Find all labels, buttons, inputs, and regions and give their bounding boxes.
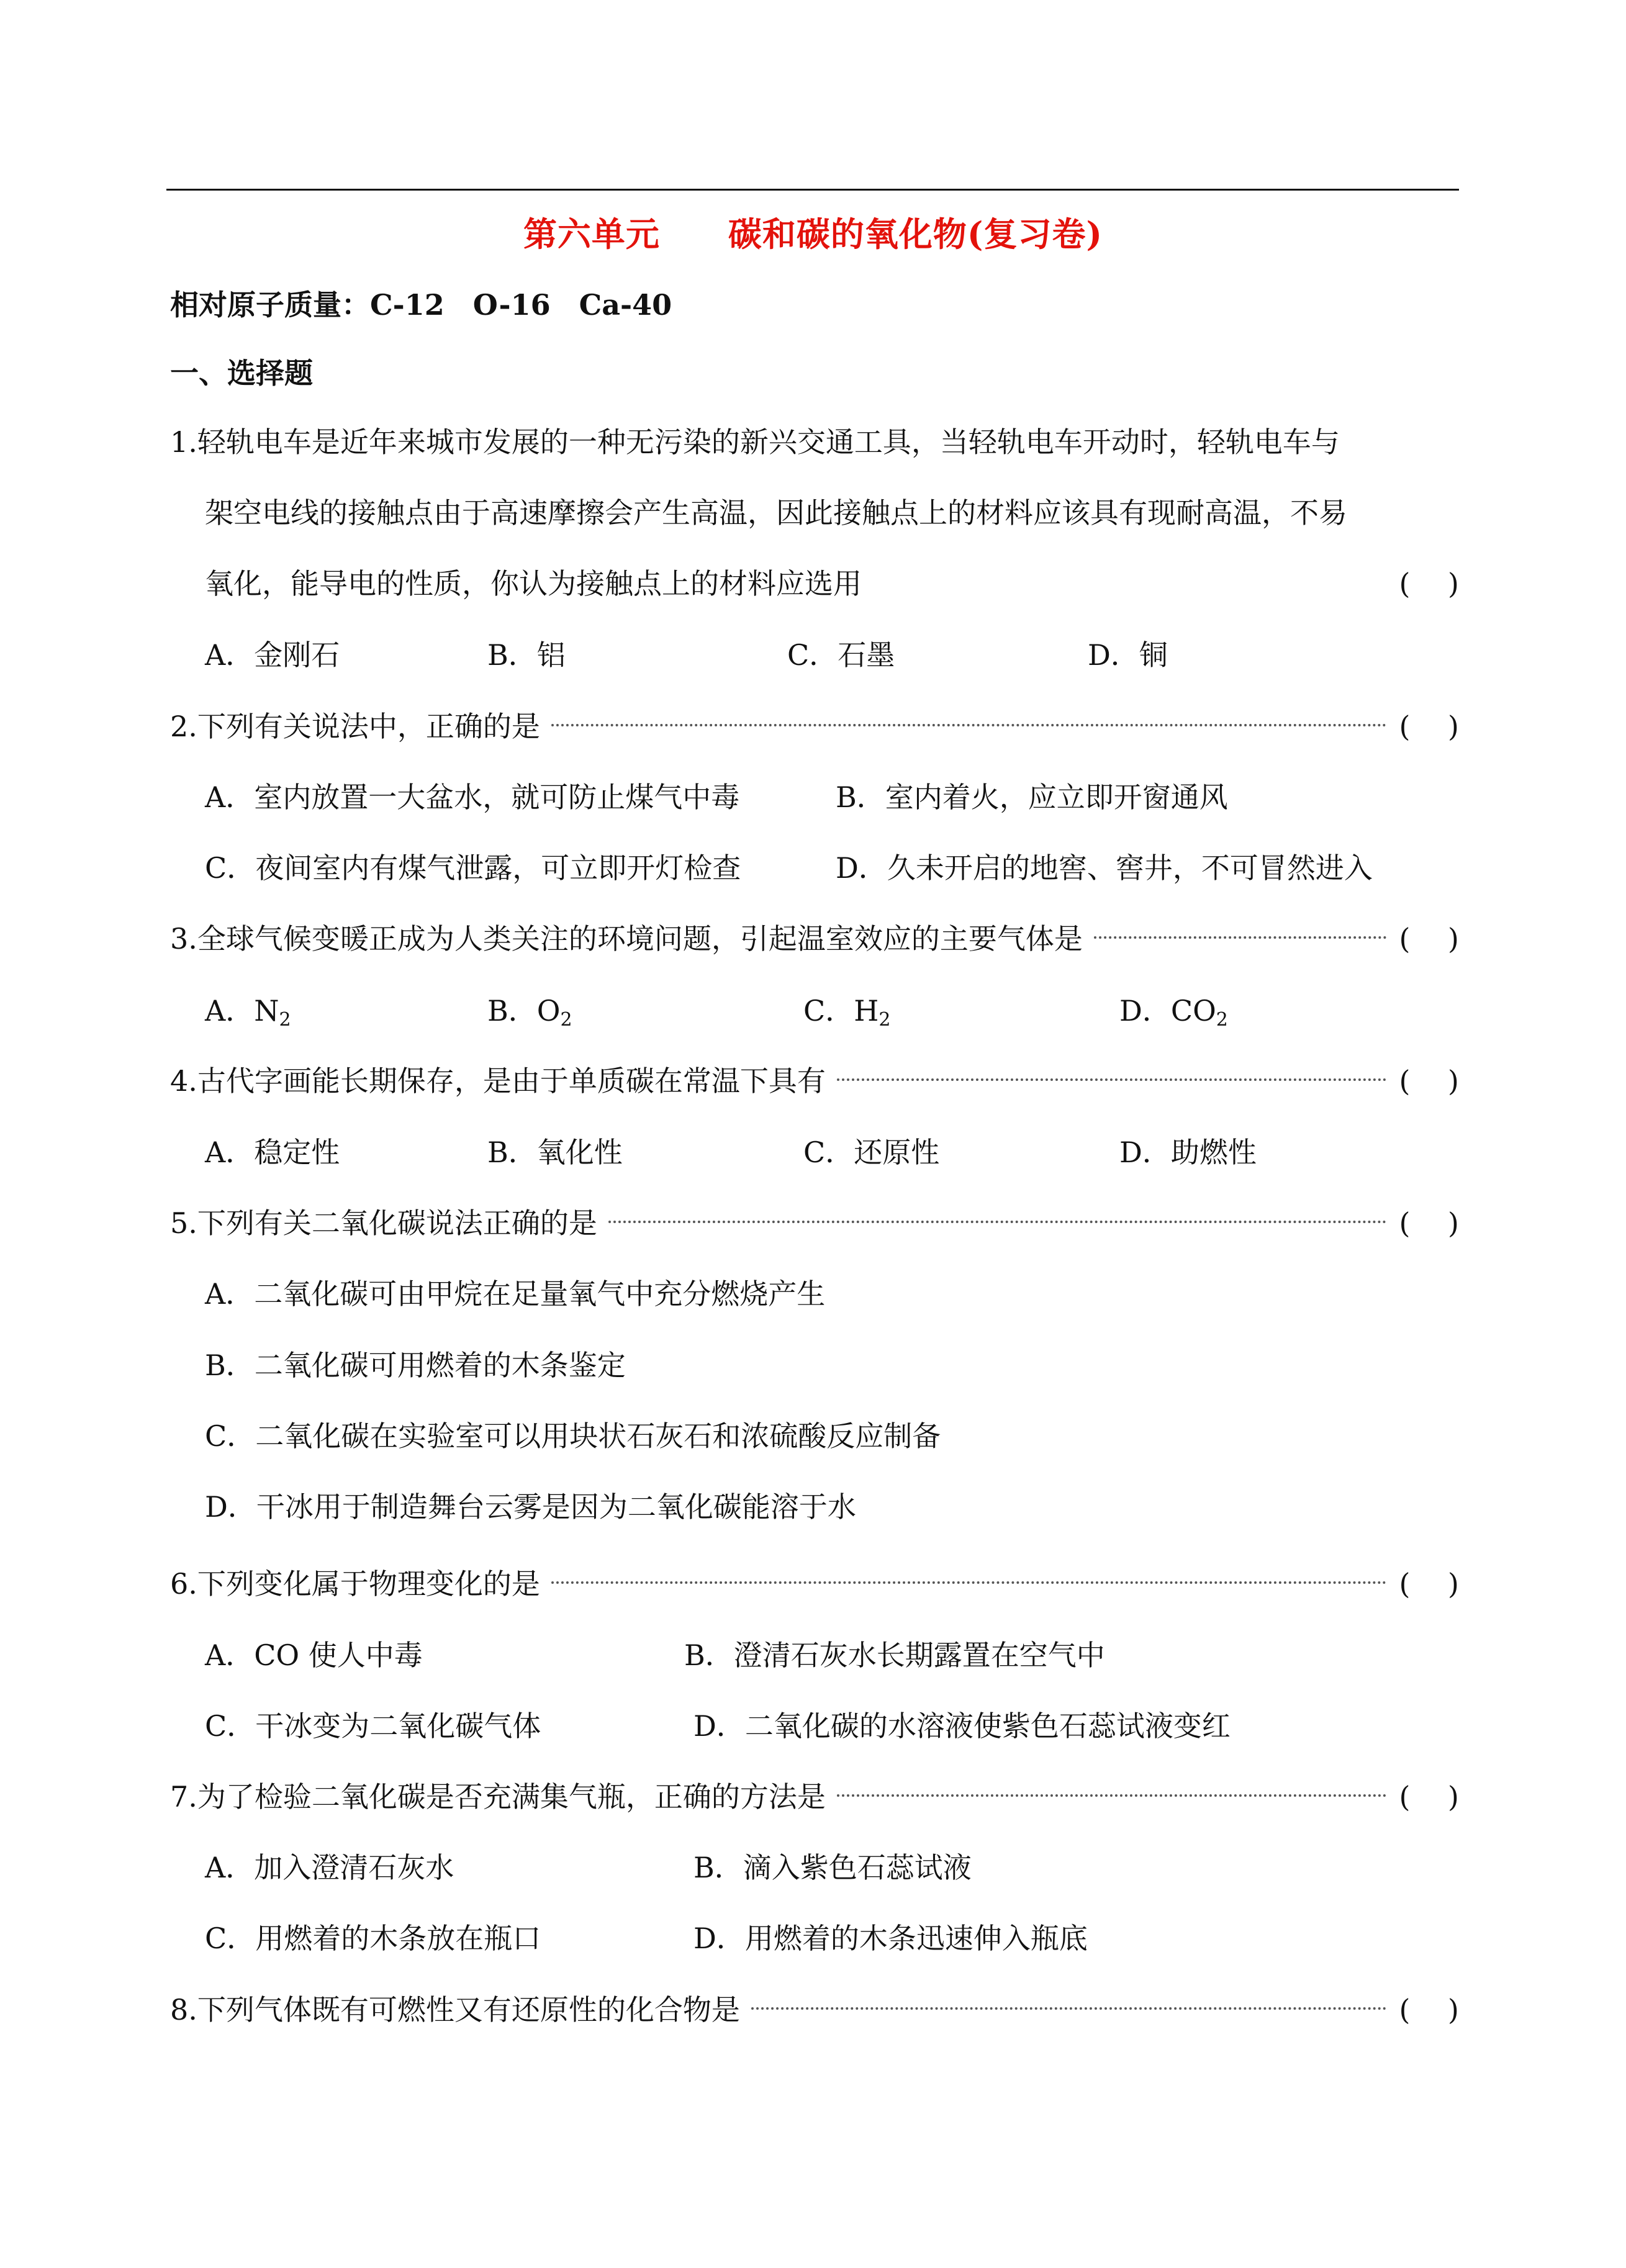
q3-answer-blank[interactable]: ( ) <box>1399 922 1459 956</box>
q7-option-b: B．滴入紫色石蕊试液 <box>693 1851 972 1884</box>
q4-stem: 4.古代字画能长期保存，是由于单质碳在常温下具有 <box>170 1064 826 1098</box>
q1-line-1: 1.轻轨电车是近年来城市发展的一种无污染的新兴交通工具，当轻轨电车开动时，轻轨电车与 <box>170 425 1340 459</box>
q7-stem-line <box>170 1774 1459 1815</box>
q8-answer-blank[interactable]: ( ) <box>1399 1993 1459 2026</box>
q6-option-b: B．澄清石灰水长期露置在空气中 <box>684 1638 1105 1672</box>
q6-option-a: A．CO 使人中毒 <box>205 1638 423 1672</box>
q5-answer-blank[interactable]: ( ) <box>1399 1206 1459 1240</box>
q1-option-c: C．石墨 <box>787 638 895 672</box>
q2-stem-line <box>170 704 1459 745</box>
q3-option-c: C．$H_2$ <box>803 994 891 1031</box>
q3-stem: 3.全球气候变暖正成为人类关注的环境问题，引起温室效应的主要气体是 <box>170 922 1083 956</box>
q3-stem-line <box>170 916 1459 957</box>
q5-option-b: B．二氧化碳可用燃着的木条鉴定 <box>205 1349 626 1382</box>
q1-option-b: B．铝 <box>487 638 566 672</box>
atomic-masses: 相对原子质量：C-12 O-16 Ca-40 <box>170 288 672 322</box>
q3-option-d: D．$CO_2$ <box>1119 994 1228 1031</box>
q4-option-d: D．助燃性 <box>1119 1136 1257 1169</box>
q4-answer-blank[interactable]: ( ) <box>1399 1064 1459 1098</box>
q2-dot-leader <box>551 724 1387 726</box>
section-heading: 一、选择题 <box>170 356 313 390</box>
page-title: 第六单元 碳和碳的氧化物(复习卷) <box>523 214 1103 254</box>
q6-dot-leader <box>551 1581 1387 1584</box>
q5-stem-line <box>170 1201 1459 1242</box>
q1-line-3-text: 氧化，能导电的性质，你认为接触点上的材料应选用 <box>205 567 862 600</box>
q4-stem-line <box>170 1059 1459 1100</box>
q5-option-c: C．二氧化碳在实验室可以用块状石灰石和浓硫酸反应制备 <box>205 1419 941 1453</box>
q5-option-a: A．二氧化碳可由甲烷在足量氧气中充分燃烧产生 <box>205 1277 826 1311</box>
q2-option-d: D．久未开启的地窖、窖井，不可冒然进入 <box>836 851 1373 885</box>
q2-option-b: B．室内着火，应立即开窗通风 <box>836 780 1228 814</box>
q6-stem-line <box>170 1561 1459 1602</box>
q7-option-d: D．用燃着的木条迅速伸入瓶底 <box>693 1922 1088 1955</box>
q4-option-a: A．稳定性 <box>205 1136 340 1169</box>
q5-dot-leader <box>608 1221 1387 1223</box>
q3-option-b: B．$O_2$ <box>487 994 572 1031</box>
q8-stem-line <box>170 1987 1459 2028</box>
q1-line-3 <box>205 561 1459 602</box>
q7-answer-blank[interactable]: ( ) <box>1399 1780 1459 1814</box>
top-rule <box>166 189 1459 191</box>
q2-option-c: C．夜间室内有煤气泄露，可立即开灯检查 <box>205 851 741 885</box>
q8-dot-leader <box>751 2007 1387 2010</box>
q1-line-2: 架空电线的接触点由于高速摩擦会产生高温，因此接触点上的材料应该具有现耐高温，不易 <box>205 496 1347 530</box>
q7-stem: 7.为了检验二氧化碳是否充满集气瓶，正确的方法是 <box>170 1780 826 1814</box>
q1-option-d: D．铜 <box>1088 638 1168 672</box>
q1-answer-blank[interactable]: ( ) <box>1399 567 1459 600</box>
q6-option-c: C．干冰变为二氧化碳气体 <box>205 1709 541 1743</box>
q2-answer-blank[interactable]: ( ) <box>1399 710 1459 743</box>
q2-stem: 2.下列有关说法中，正确的是 <box>170 710 540 743</box>
q4-option-c: C．还原性 <box>803 1136 940 1169</box>
q6-stem: 6.下列变化属于物理变化的是 <box>170 1567 540 1601</box>
q6-option-d: D．二氧化碳的水溶液使紫色石蕊试液变红 <box>693 1709 1231 1743</box>
q2-option-a: A．室内放置一大盆水，就可防止煤气中毒 <box>205 780 740 814</box>
q4-dot-leader <box>837 1078 1387 1081</box>
q5-option-d: D．干冰用于制造舞台云雾是因为二氧化碳能溶于水 <box>205 1490 856 1524</box>
q1-option-a: A．金刚石 <box>205 638 340 672</box>
q5-stem: 5.下列有关二氧化碳说法正确的是 <box>170 1206 597 1240</box>
q3-dot-leader <box>1094 936 1387 939</box>
q7-dot-leader <box>837 1794 1387 1797</box>
q7-option-c: C．用燃着的木条放在瓶口 <box>205 1922 541 1955</box>
q3-option-a: A．$N_2$ <box>205 994 291 1031</box>
q4-option-b: B．氧化性 <box>487 1136 623 1169</box>
q6-answer-blank[interactable]: ( ) <box>1399 1567 1459 1601</box>
q8-stem: 8.下列气体既有可燃性又有还原性的化合物是 <box>170 1993 740 2026</box>
q7-option-a: A．加入澄清石灰水 <box>205 1851 454 1884</box>
